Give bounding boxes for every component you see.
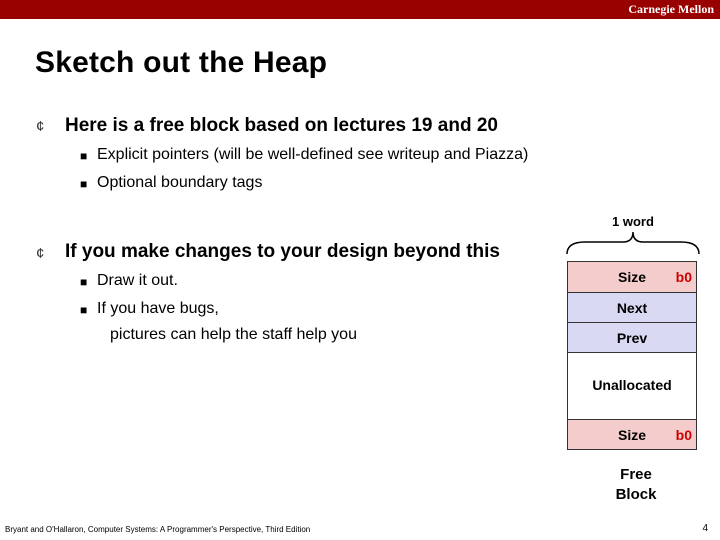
page-number: 4 [702, 523, 708, 534]
bullet-icon: ¢ [36, 245, 45, 262]
brand-label: Carnegie Mellon [628, 2, 714, 16]
footer-credit: Bryant and O'Hallaron, Computer Systems: A Programmer's Perspective, Third Edition [5, 525, 311, 534]
footer-flag-label: b0 [675, 427, 692, 443]
sub-bullet-boundary-tags: Optional boundary tags [97, 174, 263, 191]
header-size-label: Size [617, 269, 646, 285]
sub-bullet-bugs: If you have bugs, [97, 300, 219, 317]
caption-line-1: Free [620, 466, 652, 483]
bullet-design-changes: If you make changes to your design beyond this [65, 241, 500, 262]
sub-bullet-bugs-continued: pictures can help the staff help you [110, 326, 357, 343]
prev-pointer [567, 322, 697, 353]
square-bullet-icon: ■ [80, 177, 88, 191]
next-label: Next [616, 300, 648, 316]
footer-size-label: Size [617, 427, 646, 443]
prev-label: Prev [616, 330, 648, 346]
slide-title: Sketch out the Heap [35, 46, 328, 79]
next-pointer [567, 292, 697, 323]
word-brace-icon [565, 228, 701, 258]
sub-bullet-draw-it-out: Draw it out. [97, 272, 178, 289]
sub-bullet-explicit-pointers: Explicit pointers (will be well-defined see writeup and Piazza) [97, 146, 529, 163]
square-bullet-icon: ■ [80, 303, 88, 317]
footer-tag [567, 419, 697, 450]
word-label: 1 word [612, 214, 654, 229]
caption-line-2: Block [615, 486, 657, 503]
bullet-icon: ¢ [36, 118, 45, 135]
square-bullet-icon: ■ [80, 149, 88, 163]
top-bar [0, 0, 720, 19]
bullet-free-block: Here is a free block based on lectures 19 and 20 [65, 115, 498, 136]
header-tag [567, 261, 697, 293]
unallocated-region [567, 352, 697, 420]
block-caption [600, 466, 672, 503]
header-flag-label: b0 [675, 269, 692, 285]
unallocated-label: Unallocated [592, 377, 672, 393]
square-bullet-icon: ■ [80, 275, 88, 289]
